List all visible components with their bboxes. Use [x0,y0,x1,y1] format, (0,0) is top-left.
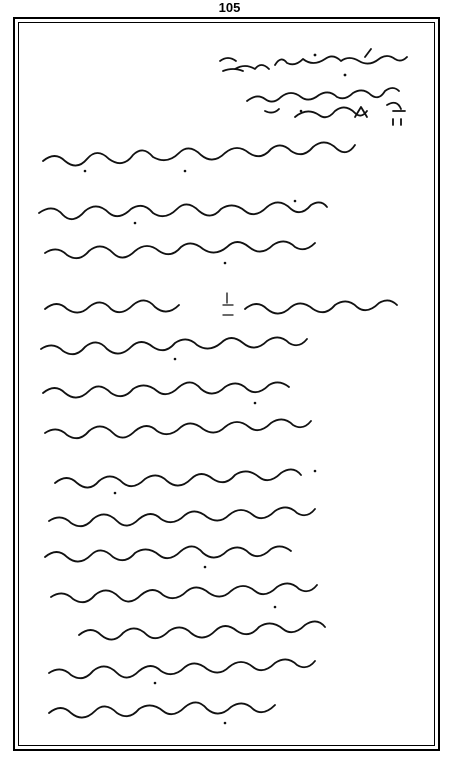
header-line-1 [220,49,407,76]
body-line-13 [49,659,315,684]
page-frame [13,17,440,751]
body-line-4 [45,293,397,315]
body-line-7 [45,419,311,438]
body-line-5 [41,337,307,360]
body-line-12 [79,621,325,639]
body-line-9 [49,507,315,526]
body-line-1 [43,142,355,172]
body-line-11 [51,583,317,608]
body-line-3 [45,241,315,264]
body-line-2 [39,200,327,225]
page-number: 105 [218,0,241,15]
header-line-2 [247,88,399,113]
body-line-10 [45,546,291,568]
body-line-14 [49,702,275,724]
handwritten-letter [15,19,442,753]
body-line-8 [55,469,316,494]
body-line-6 [43,382,289,404]
date-line [295,103,405,125]
